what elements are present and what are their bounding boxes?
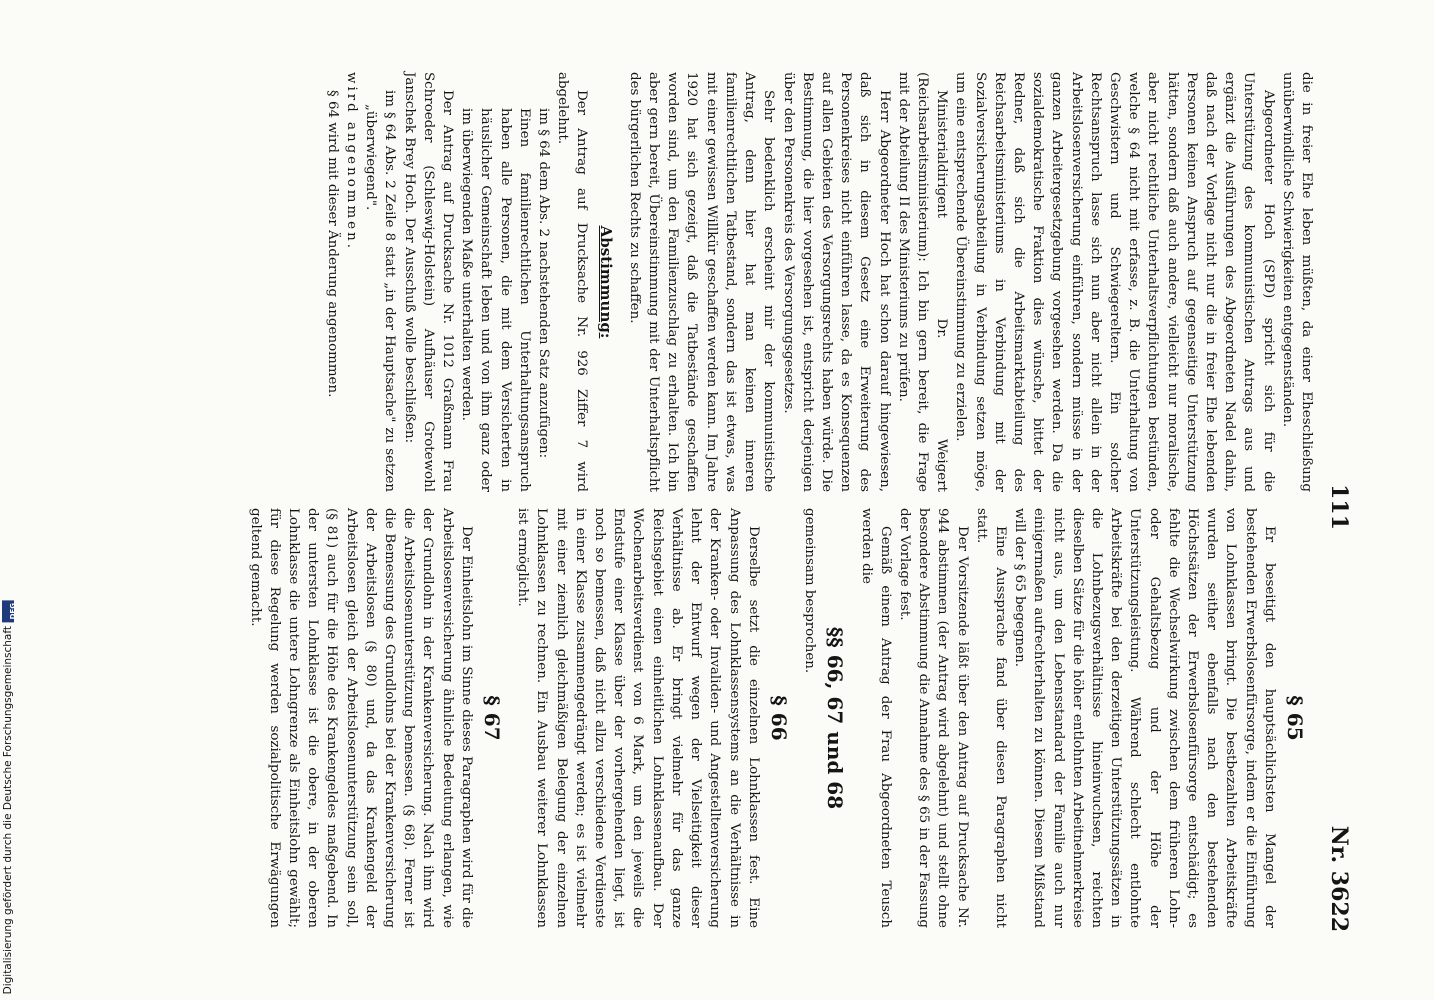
vote-result: wird angenommen.: [344, 72, 360, 251]
dfg-logo-icon: DFG: [2, 600, 14, 622]
paragraph: Sehr bedenklich erscheint mir der kommunistische Antrag, denn hier hat man keinen inneren familienrechtlichen Tatbestand, sondern das ist etwas, was mit einer gewissen Willkür geschaffen werden kann. Im Jahre 1920 hat sich gezeigt, daß die Tatbestände geschaffen worden sind, um den Familienzuschlag zu erhalten. Ich bin aber gern bereit, Übereinstimmung mit der Unterhaltspflicht des bürgerlichen Rechts zu schaffen.: [626, 72, 777, 492]
paragraph: Der Einheitslohn im Sinne dieses Paragraphen wird für die Arbeitslosenversicherung ähnliche Bedeutung erlangen, wie der Grundlohn in der Krankenversicherung. Nach ihm wird die Arbeitslosenunterstützung bemessen. (§ 68). Ferner ist die Bemessung des Grundlohns bei der Krankenversicherung der Arbeitslosen (§ 80) und, da das Krankengeld der Arbeitslosen gleich der Arbeitslosenunterstützung sein soll, (§ 81) auch für die Höhe des Krankengeldes maßgebend. In der untersten Lohnklasse ist die obere, in der oberen Lohnklasse die untere Lohngrenze als Einheitslohn gewählt; für diese Regelung werden sozialpolitische Erwägungen geltend gemacht.: [247, 508, 474, 928]
left-column: [323, 72, 1316, 492]
paragraph: Gemäß einem Antrag der Frau Abgeordneten Teusch werden die: [858, 508, 893, 928]
paragraph: gemeinsam besprochen.: [802, 508, 818, 674]
document-number: Nr. 3622: [1326, 825, 1352, 932]
paragraph: die in freier Ehe leben müßten, da einer Eheschließung unüberwindliche Schwierigkeiten entgegenständen.: [1279, 72, 1314, 492]
vote-result: Der Antrag auf Drucksache Nr. 926 Ziffer 7 wird abgelehnt.: [555, 72, 590, 492]
section-heading-66-68: §§ 66, 67 und 68: [823, 626, 848, 810]
paragraph: Abgeordneter Hoch (SPD) spricht sich für die Unterstützung des kommunistischen Antrags aus und ergänzt die Ausführungen des Abgeordneten Nadel dahin, daß nach der Vorlage nicht nur die in freier Ehe lebenden Personen keinen Anspruch auf gegenseitige Unterstützung hätten, sondern daß auch andere, vielleicht nur moralische, aber nicht rechtliche Unterhaltsverpflichtungen bestünden, welche § 64 nicht mit erfasse, z. B. die Unterhaltung von Geschwistern und Schwiegereltern. Ein solcher Rechtsanspruch lasse sich nun aber nicht allein in der Arbeitslosenversicherung einführen, sondern müsse in der ganzen Arbeitergesetzgebung vorgesehen werden. Da die sozialdemokratische Fraktion dies wünsche, bittet der Redner, daß sich die Arbeitsmarktabteilung des Reichsarbeitsministeriums in Verbindung mit der Sozialversicherungsabteilung in Verbindung setzen möge, um eine entsprechende Übereinstimmung zu erzielen.: [953, 72, 1276, 492]
vote-heading: Abstimmung:: [596, 225, 615, 339]
section-heading-65: § 65: [1283, 695, 1307, 741]
amendment-item: im § 64 Abs. 2 Zeile 8 statt „in der Hauptsache" zu setzen „überwiegend".: [363, 90, 398, 492]
page-number: 111: [1326, 484, 1352, 530]
paragraph: Herr Abgeordneter Hoch hat schon darauf hingewiesen, daß sich in diesem Gesetz eine Erweiterung des Personenkreises nicht einführen lasse, da es Konsequenzen auf allen Gebieten des Versorgungsrechts haben würde. Die Bestimmung, die hier vorgesehen ist, entspricht derjenigen über den Personenkreis des Versorgungsgesetzes.: [780, 72, 892, 492]
vote-result: § 64 wird mit dieser Änderung angenommen.: [324, 90, 340, 398]
credit-text: Digitalisierung gefördert durch die Deutsche Forschungsgemeinschaft: [2, 625, 14, 994]
paragraph: Der Vorsitzende läßt über den Antrag auf Drucksache Nr. 944 abstimmen (der Antrag wird abgelehnt) und stellt ohne besondere Abstimmung die Annahme des § 65 in der Fassung der Vorlage fest.: [896, 508, 970, 928]
amendment-text: im § 64 dem Abs. 2 nachstehenden Satz anzufügen:: [536, 108, 552, 459]
paragraph: Er beseitigt den hauptsächlichsten Mangel der bestehenden Erwerbslosenfürsorge, indem er die Einführung von Lohnklassen bringt. Die bestbezahlten Arbeitskräfte wurden seither ebenfalls nach den bestehenden Höchstsätzen der Erwerbslosenfürsorge entschädigt; es fehlte die Wechselwirkung zwischen dem früheren Lohn- oder Gehaltsbezug und der Höhe der Unterstützungsleistung. Während schlecht entlohnte Arbeitskräfte bei den derzeitigen Unterstützungssätzen in die Lohnbezugsverhältnisse hineinwuchsen, reichten dieselben Sätze für die höher entlohnten Arbeitnehmerkreise nicht aus, um den Lebensstandard der Familie auch nur einigermaßen aufrechterhalten zu können. Diesem Mißstand will der § 65 begegnen.: [1012, 508, 1277, 928]
digitization-credit: [2, 600, 17, 994]
section-heading-67: § 67: [480, 695, 505, 741]
section-heading-66: § 66: [766, 695, 791, 741]
paragraph: Eine Aussprache fand über diesen Paragraphen nicht statt.: [973, 508, 1008, 928]
vote-motion: Der Antrag auf Drucksache Nr. 1012 Graßmann Frau Schroeder (Schleswig-Holstein) Aufhäuser Grotewohl Janschek Brey Hoch. Der Ausschuß wolle beschließen:: [401, 72, 456, 492]
paragraph: Derselbe setzt die einzelnen Lohnklassen fest. Eine Anpassung des Lohnklassensystems an die Verhältnisse in der Kranken- oder Invaliden- und Angestelltenversicherung lehnt der Entwurf wegen der Vielseitigkeit dieser Verhältnisse ab. Er bringt vielmehr für das ganze Reichsgebiet einen einheitlichen Lohnklassenaufbau. Der Wochenarbeitsverdienst von 6 Mark, um den jeweils die Endstufe einer Klasse über der vorhergehenden liegt, ist noch so bemessen, daß nicht allzu verschiedene Verdienste in einer Klasse zusammengedrängt werden; es ist vielmehr mit einer ziemlich gleichmäßigen Belegung der einzelnen Lohnklassen zu rechnen. Ein Ausbau weiterer Lohnklassen ist ermöglicht.: [515, 508, 761, 928]
amendment-quote: Einen familienrechtlichen Unterhaltungsanspruch haben alle Personen, die mit dem Versicherten in häuslicher Gemeinschaft leben und von ihm ganz oder im überwiegenden Maße unterhalten werden.: [459, 108, 532, 492]
right-column: [245, 508, 1316, 928]
paragraph: Ministerialdirigent Dr. Weigert (Reichsarbeitsministerium): Ich bin gern bereit, die Frage mit der Abteilung II des Ministeriums zu prüfen.: [895, 72, 950, 492]
